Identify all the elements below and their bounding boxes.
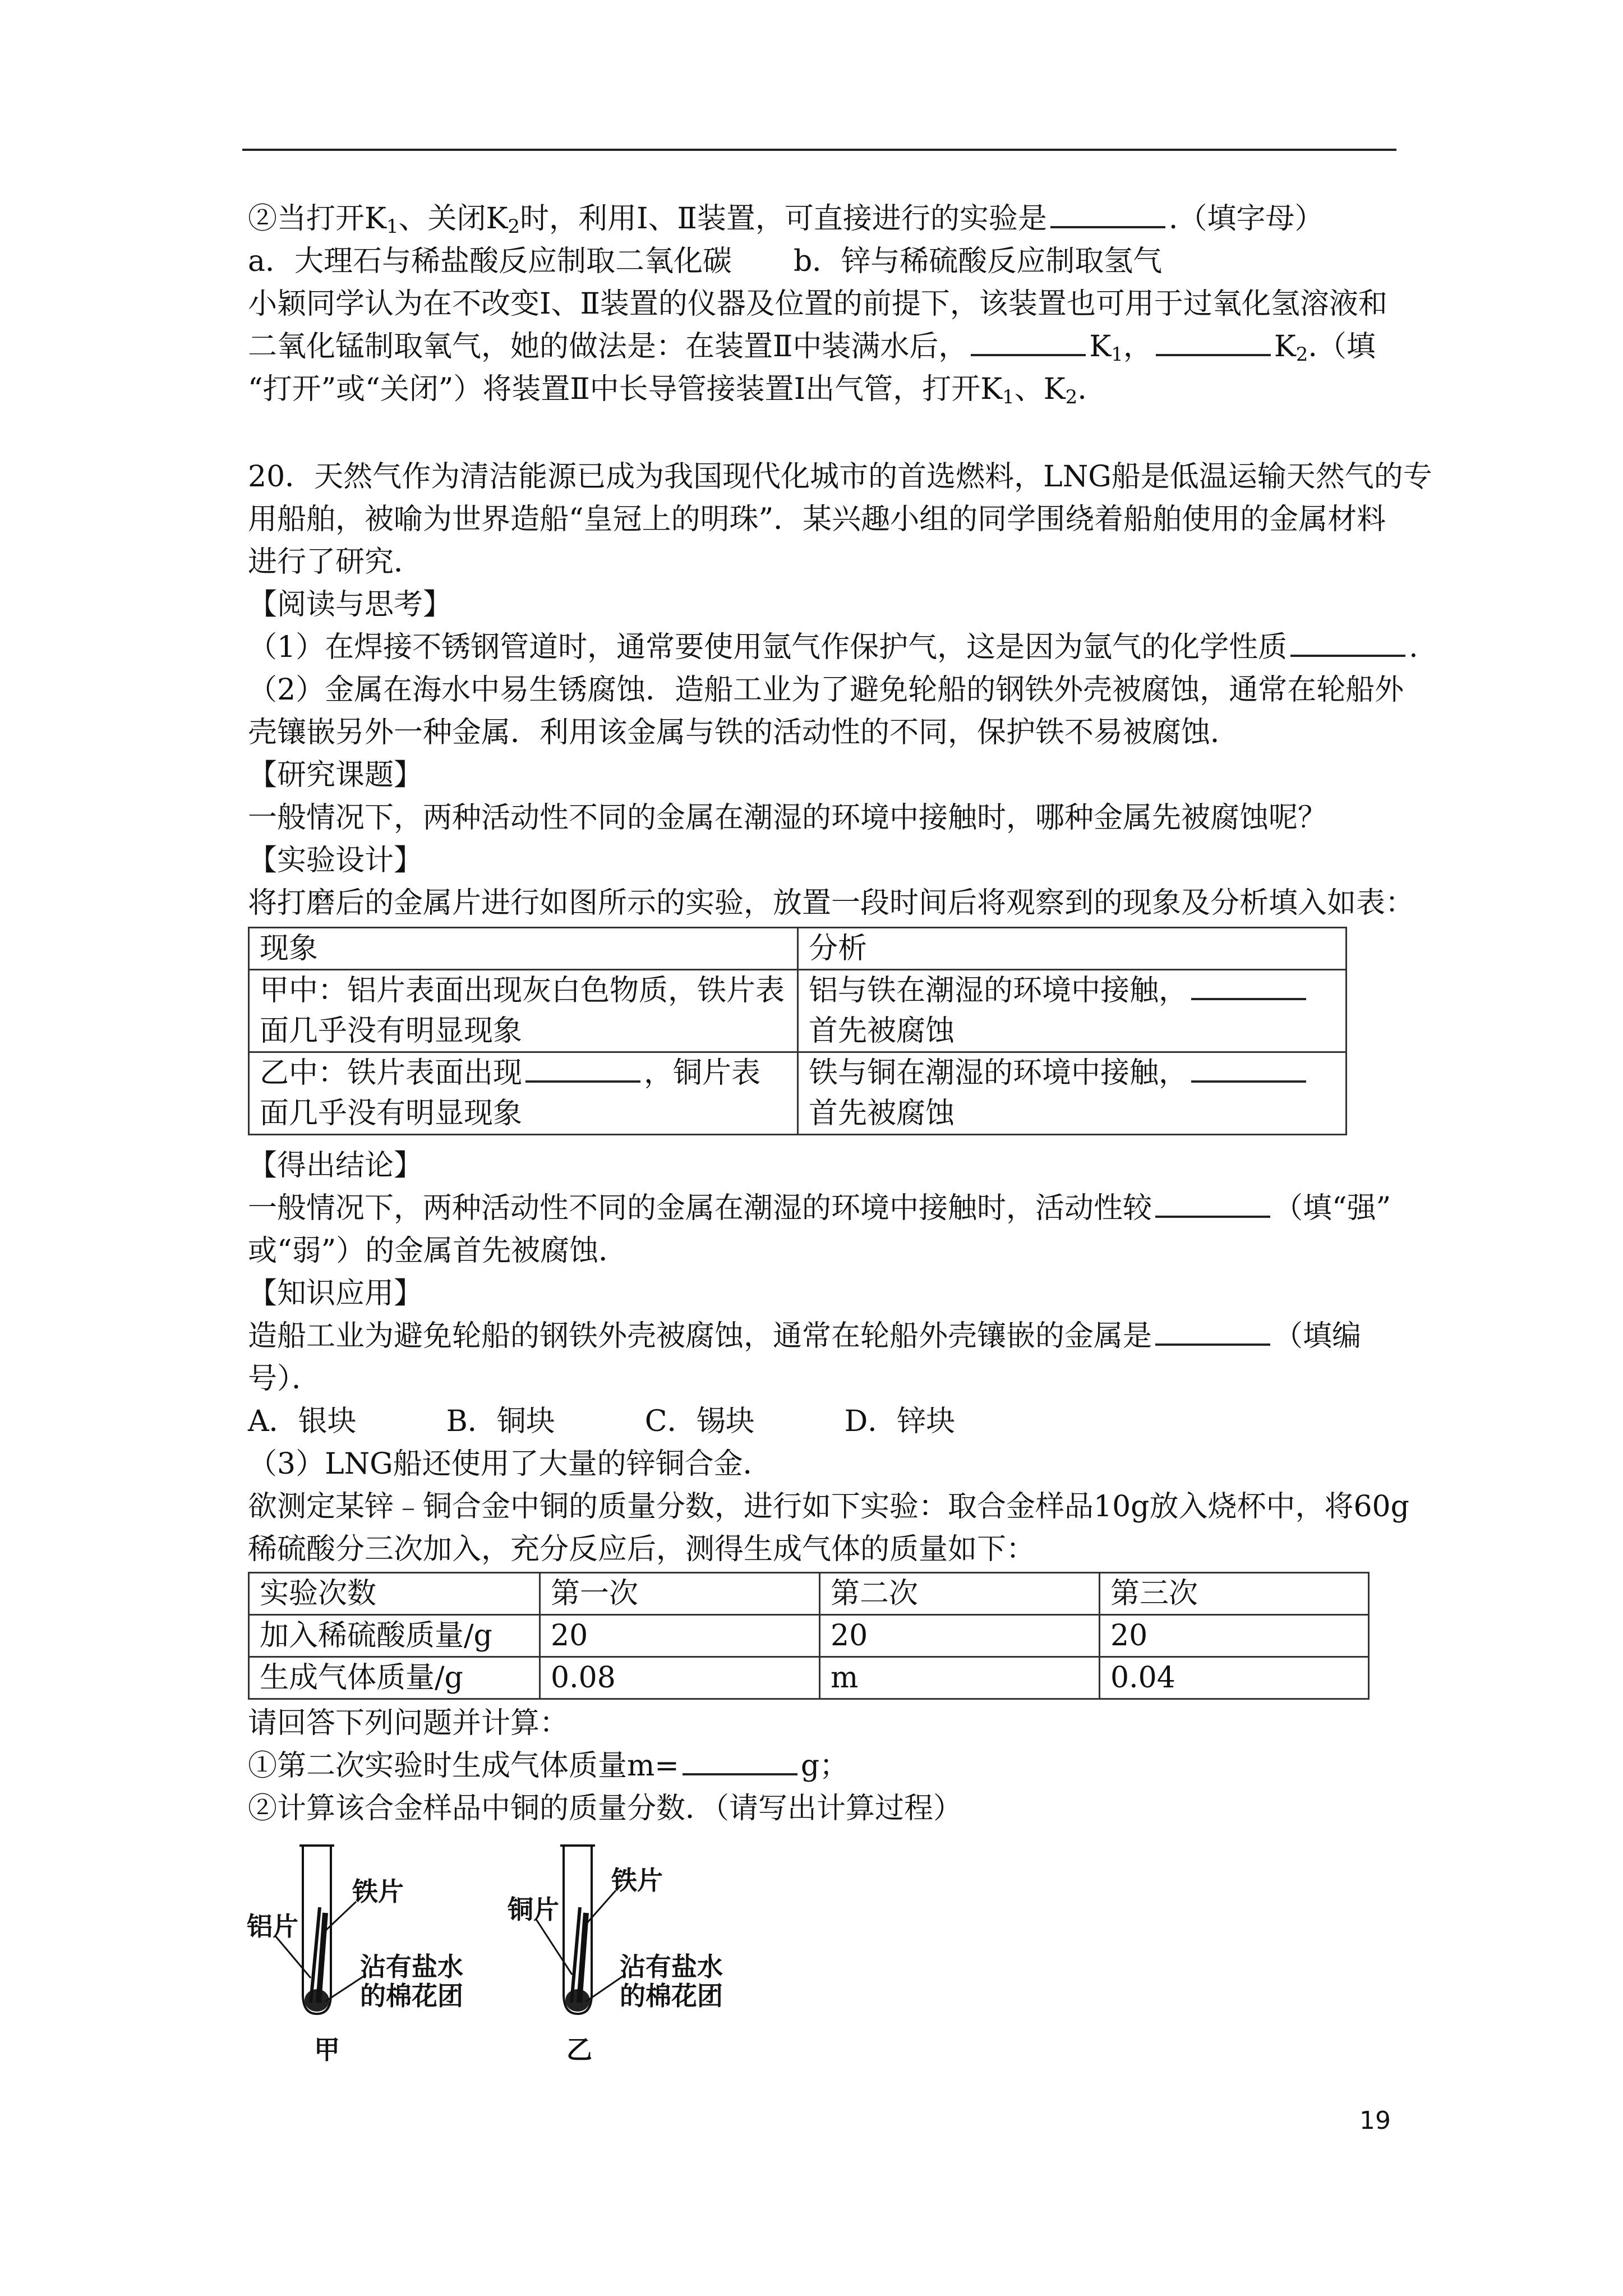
label-iron-sheet: 铁片 bbox=[352, 1876, 404, 1907]
table-cell: 20 bbox=[540, 1615, 820, 1657]
q20-ask-1: ①第二次实验时生成气体质量m= g； bbox=[248, 1745, 849, 1787]
section-heading-read: 【阅读与思考】 bbox=[248, 588, 453, 622]
label-iron-sheet: 铁片 bbox=[611, 1865, 663, 1895]
q19-line-3: 小颖同学认为在不改变Ⅰ、Ⅱ装置的仪器及位置的前提下，该装置也可用于过氧化氢溶液和 bbox=[248, 287, 1387, 321]
option-a: A．银块 bbox=[248, 1405, 357, 1438]
q20-apply-1: 造船工业为避免轮船的钢铁外壳被腐蚀，通常在轮船外壳镶嵌的金属是 （填编 bbox=[248, 1315, 1361, 1358]
q20-intro-3: 进行了研究． bbox=[248, 545, 423, 579]
q20-ask: 请回答下列问题并计算： bbox=[248, 1706, 569, 1740]
q20-design: 将打磨后的金属片进行如图所示的实验，放置一段时间后将观察到的现象及分析填入如表： bbox=[248, 886, 1415, 920]
label-cotton-line-2: 的棉花团 bbox=[360, 1981, 463, 2011]
label-cotton-line-2: 的棉花团 bbox=[620, 1981, 723, 2011]
table-cell: 生成气体质量/g bbox=[249, 1657, 540, 1699]
answer-blank[interactable] bbox=[525, 1055, 640, 1083]
q20-apply-2: 号）． bbox=[248, 1362, 321, 1396]
q20-p2-line-1: （2）金属在海水中易生锈腐蚀．造船工业为了避免轮船的钢铁外壳被腐蚀，通常在轮船外 bbox=[248, 673, 1404, 707]
table-cell: m bbox=[820, 1657, 1100, 1699]
page-number: 19 bbox=[1359, 2106, 1391, 2135]
option-d: D．锌块 bbox=[844, 1405, 956, 1438]
tube-jia bbox=[247, 1846, 463, 2065]
q19-line-5: “打开”或“关闭”）将装置Ⅱ中长导管接装置Ⅰ出气管，打开$K_1$、$K_2$. bbox=[248, 372, 1087, 408]
answer-blank[interactable] bbox=[1050, 200, 1165, 228]
table-header-cell: 第一次 bbox=[540, 1573, 820, 1615]
answer-blank[interactable] bbox=[1191, 972, 1306, 1000]
q19-options: a．大理石与稀盐酸反应制取二氧化碳 b．锌与稀硫酸反应制取氢气 bbox=[248, 245, 1163, 278]
tube-yi bbox=[507, 1846, 723, 2065]
table-header-cell: 分析 bbox=[798, 928, 1347, 970]
q20-p1: （1）在焊接不锈钢管道时，通常要使用氩气作保护气，这是因为氩气的化学性质 . bbox=[248, 626, 1418, 669]
table-row bbox=[249, 970, 1347, 1052]
answer-blank[interactable] bbox=[1191, 1055, 1306, 1083]
q20-conclusion-1: 一般情况下，两种活动性不同的金属在潮湿的环境中接触时，活动性较 （填“强” bbox=[248, 1187, 1391, 1230]
table-cell: 0.08 bbox=[540, 1657, 820, 1699]
q20-p2-line-2: 壳镶嵌另外一种金属．利用该金属与铁的活动性的不同，保护铁不易被腐蚀． bbox=[248, 716, 1240, 749]
answer-blank[interactable] bbox=[1290, 629, 1405, 657]
answer-blank[interactable] bbox=[1155, 1190, 1270, 1218]
observation-table bbox=[248, 927, 1347, 1135]
answer-blank[interactable] bbox=[1156, 328, 1271, 356]
table-cell: 甲中：铝片表面出现灰白色物质，铁片表 面几乎没有明显现象 bbox=[249, 970, 798, 1052]
section-heading-topic: 【研究课题】 bbox=[248, 758, 423, 792]
experiment-figure bbox=[241, 1834, 757, 2070]
table-cell: 乙中：铁片表面出现 ，铜片表 面几乎没有明显现象 bbox=[249, 1052, 798, 1135]
option-c: C．锡块 bbox=[644, 1405, 755, 1438]
caption-yi: 乙 bbox=[566, 2035, 592, 2065]
label-cotton-line-1: 沾有盐水 bbox=[620, 1952, 723, 1982]
option-b: B．铜块 bbox=[446, 1405, 555, 1438]
section-heading-design: 【实验设计】 bbox=[248, 844, 423, 877]
q19-line-1: ②当打开$K_1$、关闭$K_2$时，利用Ⅰ、Ⅱ装置，可直接进行的实验是 .（填字母） bbox=[248, 197, 1324, 248]
q20-p3: （3）LNG船还使用了大量的锌铜合金． bbox=[248, 1447, 772, 1481]
table-header-cell: 现象 bbox=[249, 928, 798, 970]
table-row bbox=[249, 1615, 1369, 1657]
label-copper-sheet: 铜片 bbox=[508, 1894, 559, 1925]
q19-line-4: 二氧化锰制取氧气，她的做法是：在装置Ⅱ中装满水后， $K_1$， $K_2$.（填 bbox=[248, 325, 1376, 376]
section-heading-conclusion: 【得出结论】 bbox=[248, 1149, 423, 1182]
q20-intro-1: 20．天然气作为清洁能源已成为我国现代化城市的首选燃料，LNG船是低温运输天然气的专 bbox=[248, 460, 1432, 494]
table-header-cell: 第三次 bbox=[1100, 1573, 1369, 1615]
q20-topic: 一般情况下，两种活动性不同的金属在潮湿的环境中接触时，哪种金属先被腐蚀呢？ bbox=[248, 801, 1327, 835]
table-row bbox=[249, 1657, 1369, 1699]
table-cell: 加入稀硫酸质量/g bbox=[249, 1615, 540, 1657]
table-header-cell: 实验次数 bbox=[249, 1573, 540, 1615]
q20-conclusion-2: 或“弱”）的金属首先被腐蚀． bbox=[248, 1234, 628, 1268]
q20-options bbox=[248, 1400, 955, 1443]
table-row bbox=[249, 1573, 1369, 1615]
q20-p3-exp-1: 欲测定某锌﹣铜合金中铜的质量分数，进行如下实验：取合金样品10g放入烧杯中，将60g bbox=[248, 1490, 1409, 1524]
table-cell: 铝与铁在潮湿的环境中接触， 首先被腐蚀 bbox=[798, 970, 1347, 1052]
table-cell: 铁与铜在潮湿的环境中接触， 首先被腐蚀 bbox=[798, 1052, 1347, 1135]
q20-p3-exp-2: 稀硫酸分三次加入，充分反应后，测得生成气体的质量如下： bbox=[248, 1533, 1036, 1566]
answer-blank[interactable] bbox=[971, 328, 1086, 356]
table-row bbox=[249, 928, 1347, 970]
table-row bbox=[249, 1052, 1347, 1135]
q20-intro-2: 用船舶，被喻为世界造船“皇冠上的明珠”．某兴趣小组的同学围绕着船舶使用的金属材料 bbox=[248, 503, 1386, 536]
q20-ask-2: ②计算该合金样品中铜的质量分数．（请写出计算过程） bbox=[248, 1792, 963, 1825]
label-aluminum-sheet: 铝片 bbox=[247, 1911, 298, 1941]
label-cotton-line-1: 沾有盐水 bbox=[360, 1952, 463, 1982]
answer-blank[interactable] bbox=[683, 1747, 797, 1775]
caption-jia: 甲 bbox=[314, 2035, 340, 2065]
experiment-table bbox=[248, 1572, 1370, 1700]
table-cell: 20 bbox=[1100, 1615, 1369, 1657]
table-cell: 0.04 bbox=[1100, 1657, 1369, 1699]
header-rule bbox=[242, 149, 1396, 151]
table-cell: 20 bbox=[820, 1615, 1100, 1657]
table-header-cell: 第二次 bbox=[820, 1573, 1100, 1615]
answer-blank[interactable] bbox=[1155, 1318, 1270, 1346]
section-heading-apply: 【知识应用】 bbox=[248, 1277, 423, 1310]
